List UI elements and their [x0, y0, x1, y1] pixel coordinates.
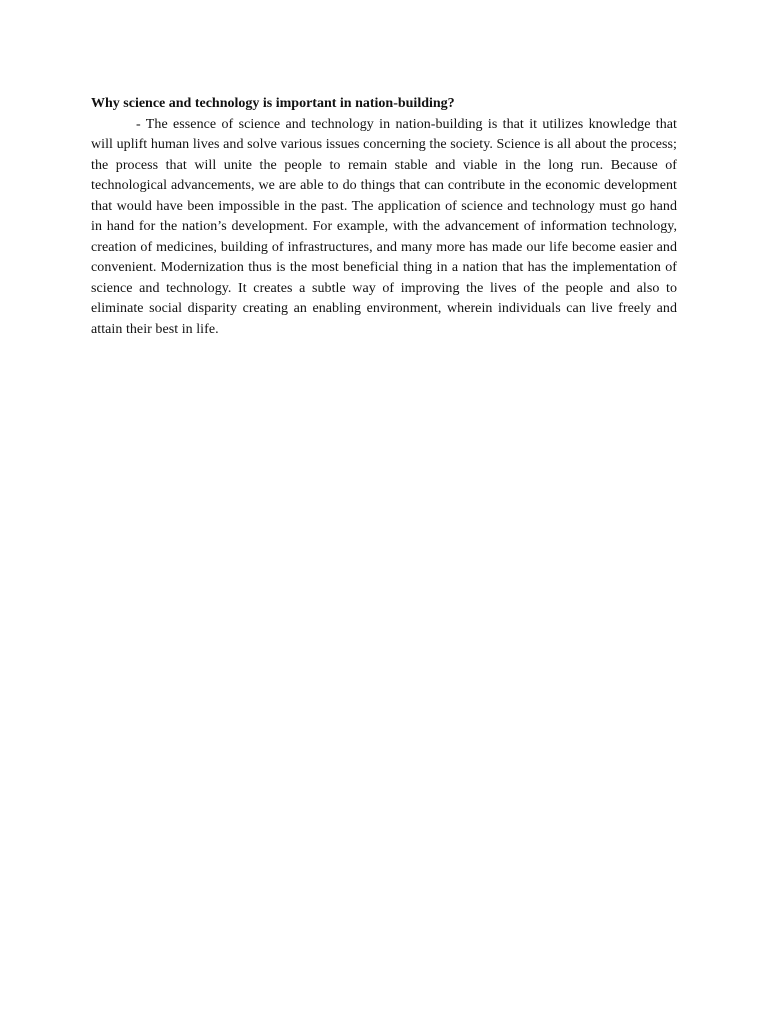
document-content — [91, 94, 677, 340]
document-paragraph: - The essence of science and technology in nation-building is that it utilizes knowledge that will uplift human lives and solve various issues concerning the society. Science is all about the process; the process that will unite the people to remain stable and viable in the long run. Because of technological advancements, we are able to do things that can contribute in the economic development that would have been impossible in the past. The application of science and technology must go hand in hand for the nation’s development. For example, with the advancement of information technology, creation of medicines, building of infrastructures, and many more has made our life become easier and convenient. Modernization thus is the most beneficial thing in a nation that has the implementation of science and technology. It creates a subtle way of improving the lives of the people and also to eliminate social disparity creating an enabling environment, wherein individuals can live freely and attain their best in life. — [91, 116, 677, 337]
document-heading: Why science and technology is important in nation-building? — [91, 96, 455, 111]
